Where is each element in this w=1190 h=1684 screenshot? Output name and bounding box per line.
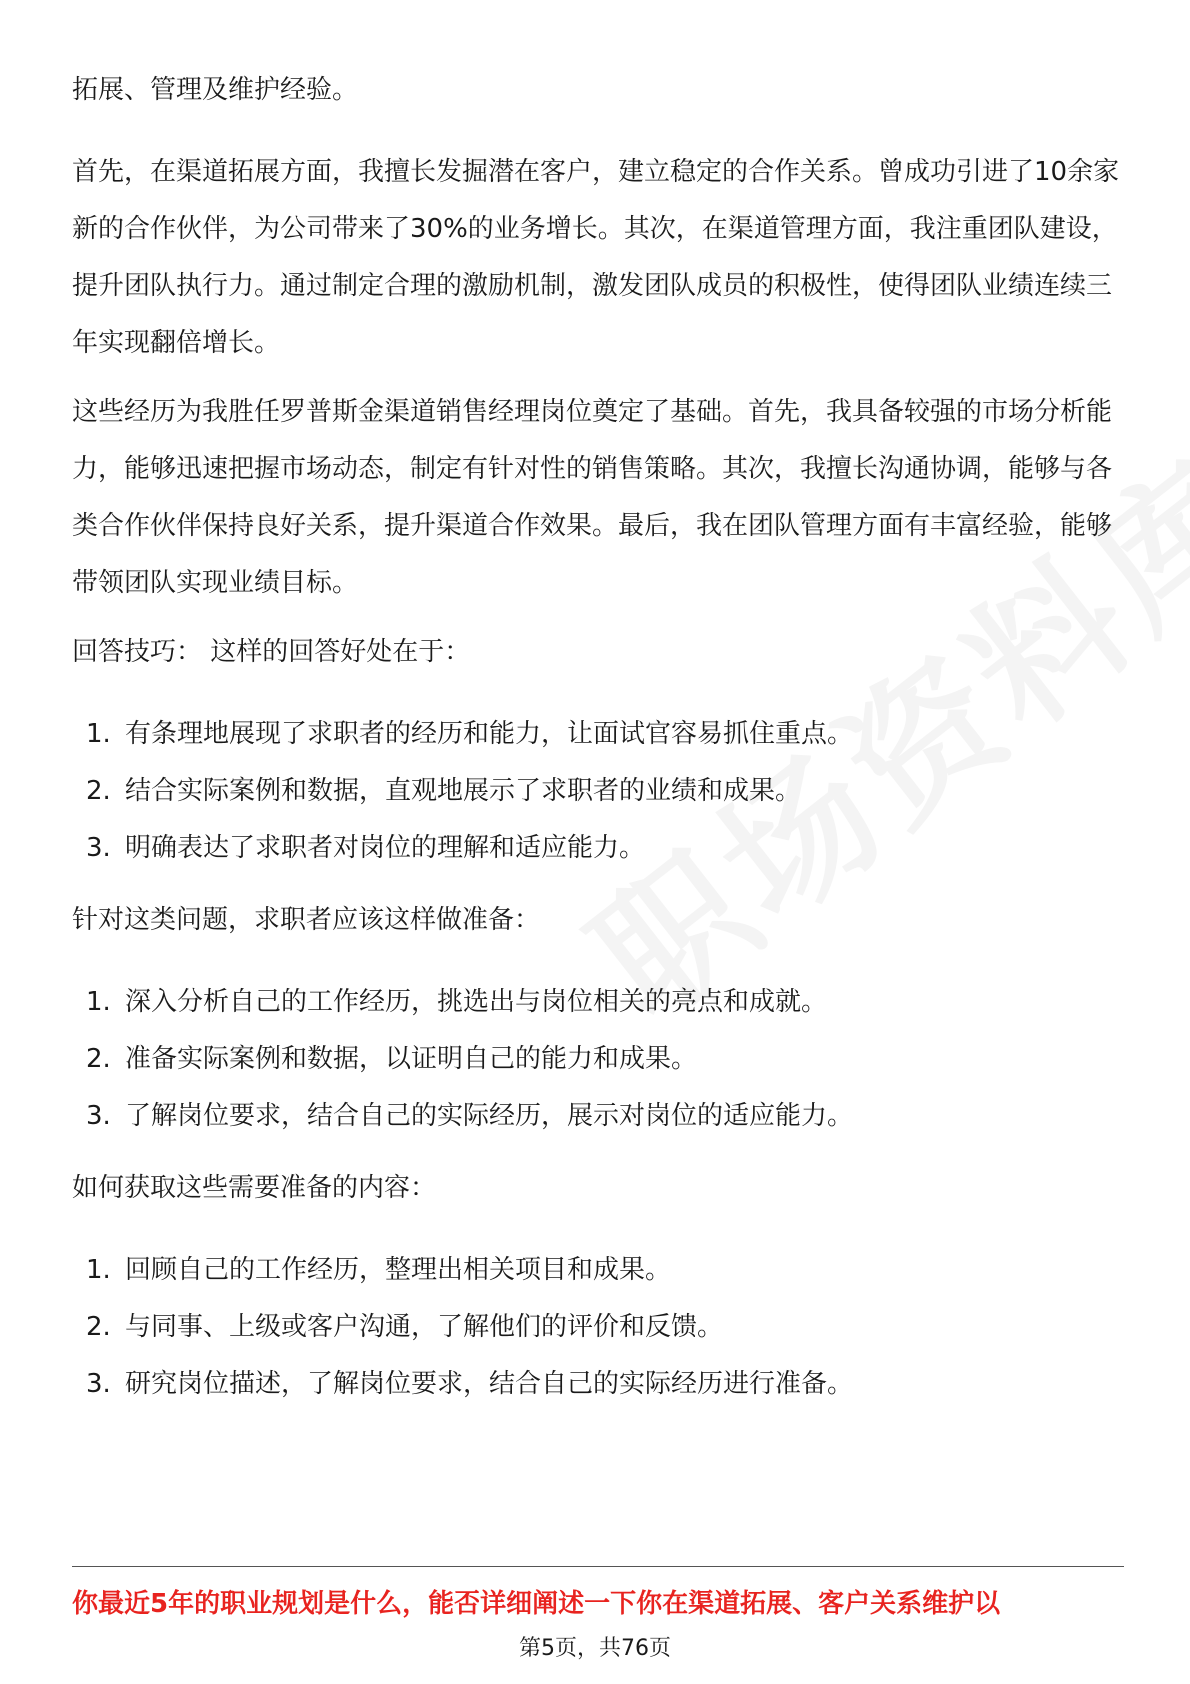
page-number: 第5页，共76页 — [519, 1636, 671, 1661]
list-item — [72, 1031, 1124, 1088]
list-item — [72, 974, 1124, 1031]
list-item — [72, 1299, 1124, 1356]
list-item — [72, 1356, 1124, 1413]
list-number: 3. — [86, 1369, 111, 1399]
list-item — [72, 763, 1124, 820]
list-text: 回顾自己的工作经历，整理出相关项目和成果。 — [125, 1255, 672, 1285]
list-text: 研究岗位描述，了解岗位要求，结合自己的实际经历进行准备。 — [125, 1369, 854, 1399]
list-item — [72, 1088, 1124, 1145]
list-number: 3. — [86, 833, 111, 863]
list-item — [72, 820, 1124, 877]
list-number: 1. — [86, 719, 111, 749]
tips-heading: 回答技巧： 这样的回答好处在于： — [72, 637, 471, 667]
obtain-heading: 如何获取这些需要准备的内容： — [72, 1173, 437, 1203]
prepare-list — [72, 974, 1124, 1145]
list-text: 准备实际案例和数据，以证明自己的能力和成果。 — [125, 1044, 698, 1074]
prepare-heading: 针对这类问题，求职者应该这样做准备： — [72, 905, 541, 935]
divider — [72, 1566, 1124, 1567]
list-item — [72, 706, 1124, 763]
list-text: 深入分析自己的工作经历，挑选出与岗位相关的亮点和成就。 — [125, 987, 828, 1017]
list-text: 明确表达了求职者对岗位的理解和适应能力。 — [125, 833, 646, 863]
list-item — [72, 1242, 1124, 1299]
list-text: 了解岗位要求，结合自己的实际经历，展示对岗位的适应能力。 — [125, 1101, 854, 1131]
paragraph-continuation: 拓展、管理及维护经验。 — [72, 75, 359, 105]
paragraph-experience: 首先，在渠道拓展方面，我擅长发掘潜在客户，建立稳定的合作关系。曾成功引进了10余家新的合作伙伴，为公司带来了30%的业务增长。其次，在渠道管理方面，我注重团队建设，提升团队执行力。通过制定合理的激励机制，激发团队成员的积极性，使得团队业绩连续三年实现翻倍增长。 — [72, 157, 1120, 358]
list-text: 与同事、上级或客户沟通，了解他们的评价和反馈。 — [125, 1312, 724, 1342]
list-number: 3. — [86, 1101, 111, 1131]
list-number: 1. — [86, 987, 111, 1017]
list-number: 2. — [86, 1312, 111, 1342]
tips-list — [72, 706, 1124, 877]
list-text: 结合实际案例和数据，直观地展示了求职者的业绩和成果。 — [125, 776, 802, 806]
list-number: 2. — [86, 1044, 111, 1074]
obtain-list — [72, 1242, 1124, 1413]
next-question-heading: 你最近5年的职业规划是什么，能否详细阐述一下你在渠道拓展、客户关系维护以 — [72, 1589, 1001, 1619]
paragraph-qualification: 这些经历为我胜任罗普斯金渠道销售经理岗位奠定了基础。首先，我具备较强的市场分析能力，能够迅速把握市场动态，制定有针对性的销售策略。其次，我擅长沟通协调，能够与各类合作伙伴保持良好关系，提升渠道合作效果。最后，我在团队管理方面有丰富经验，能够带领团队实现业绩目标。 — [72, 397, 1113, 598]
list-number: 2. — [86, 776, 111, 806]
list-text: 有条理地展现了求职者的经历和能力，让面试官容易抓住重点。 — [125, 719, 854, 749]
list-number: 1. — [86, 1255, 111, 1285]
